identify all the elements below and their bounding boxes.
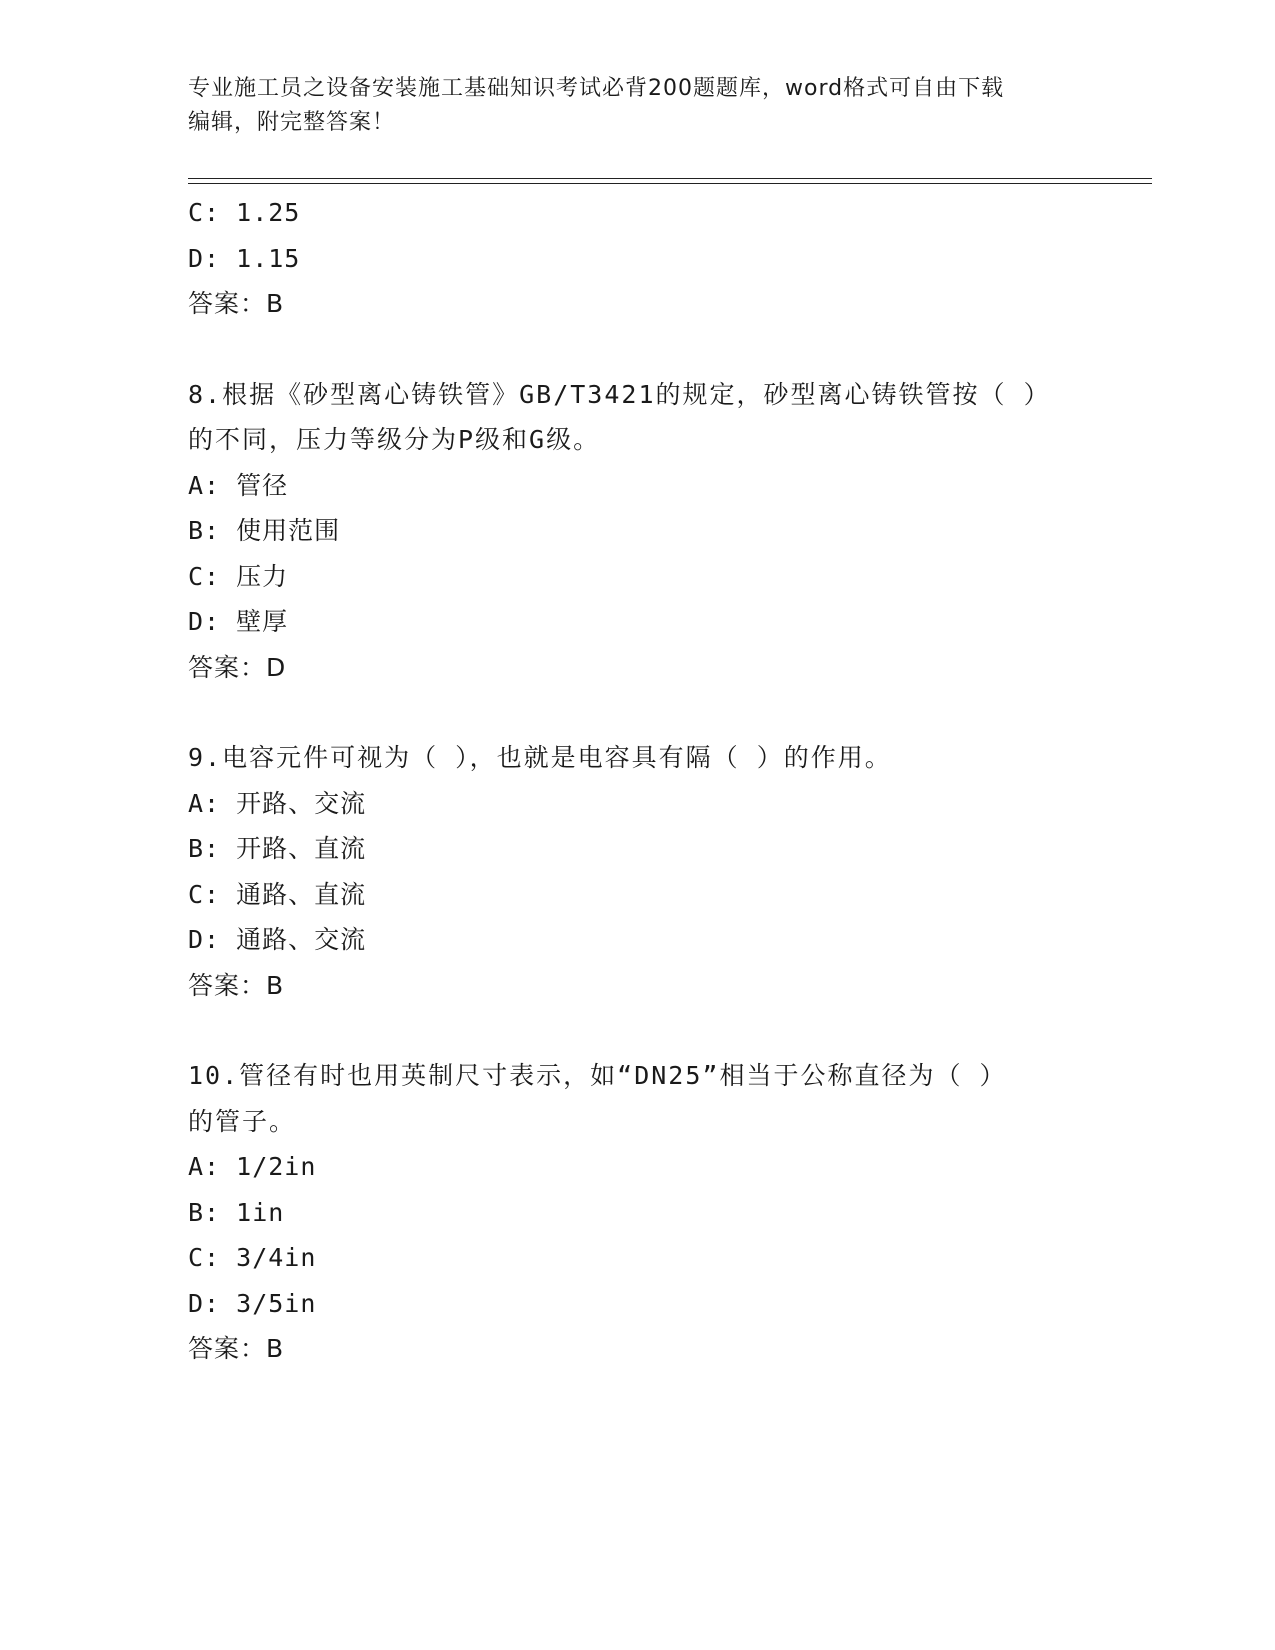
header-divider-top [188,178,1152,179]
option-a: A: 1/2in [188,1152,317,1181]
spacer [188,1008,1088,1053]
option-a: A: 管径 [188,470,289,500]
answer-label: 答案：B [188,1334,285,1363]
option-c: C: 3/4in [188,1243,317,1272]
option-c: C: 1.25 [188,198,301,227]
option-d: D: 3/5in [188,1288,317,1318]
answer-label: 答案：D [188,652,287,682]
option-b: B: 1in [188,1197,285,1227]
option-b: B: 使用范围 [188,516,341,545]
question-block-9 [188,735,1088,1008]
question-content [188,190,1088,1372]
question-block-10 [188,1053,1088,1372]
option-c: C: 通路、直流 [188,879,367,909]
option-d: D: 1.15 [188,243,301,273]
question-text: 9.电容元件可视为（ ），也就是电容具有隔（ ）的作用。 [188,743,892,772]
document-header [188,72,1088,140]
question-block-8 [188,372,1088,691]
answer-label: 答案：B [188,970,285,1000]
question-text-continued: 的不同，压力等级分为P级和G级。 [188,425,601,454]
question-text: 10.管径有时也用英制尺寸表示，如“DN25”相当于公称直径为（ ） [188,1061,1007,1090]
spacer [188,327,1088,372]
option-c: C: 压力 [188,561,289,591]
spacer [188,690,1088,735]
question-text: 8.根据《砂型离心铸铁管》GB/T3421的规定，砂型离心铸铁管按（ ） [188,379,1051,409]
option-a: A: 开路、交流 [188,788,367,818]
header-divider-bottom [188,183,1152,184]
header-title-line-2: 编辑，附完整答案！ [188,110,396,135]
option-d: D: 通路、交流 [188,925,367,954]
option-b: B: 开路、直流 [188,834,367,863]
header-title-line-1: 专业施工员之设备安装施工基础知识考试必背200题题库，word格式可自由下载 [188,76,1005,101]
question-text-continued: 的管子。 [188,1106,297,1136]
answer-label: 答案：B [188,289,285,318]
option-d: D: 壁厚 [188,607,289,636]
question-block-7 [188,190,1088,327]
